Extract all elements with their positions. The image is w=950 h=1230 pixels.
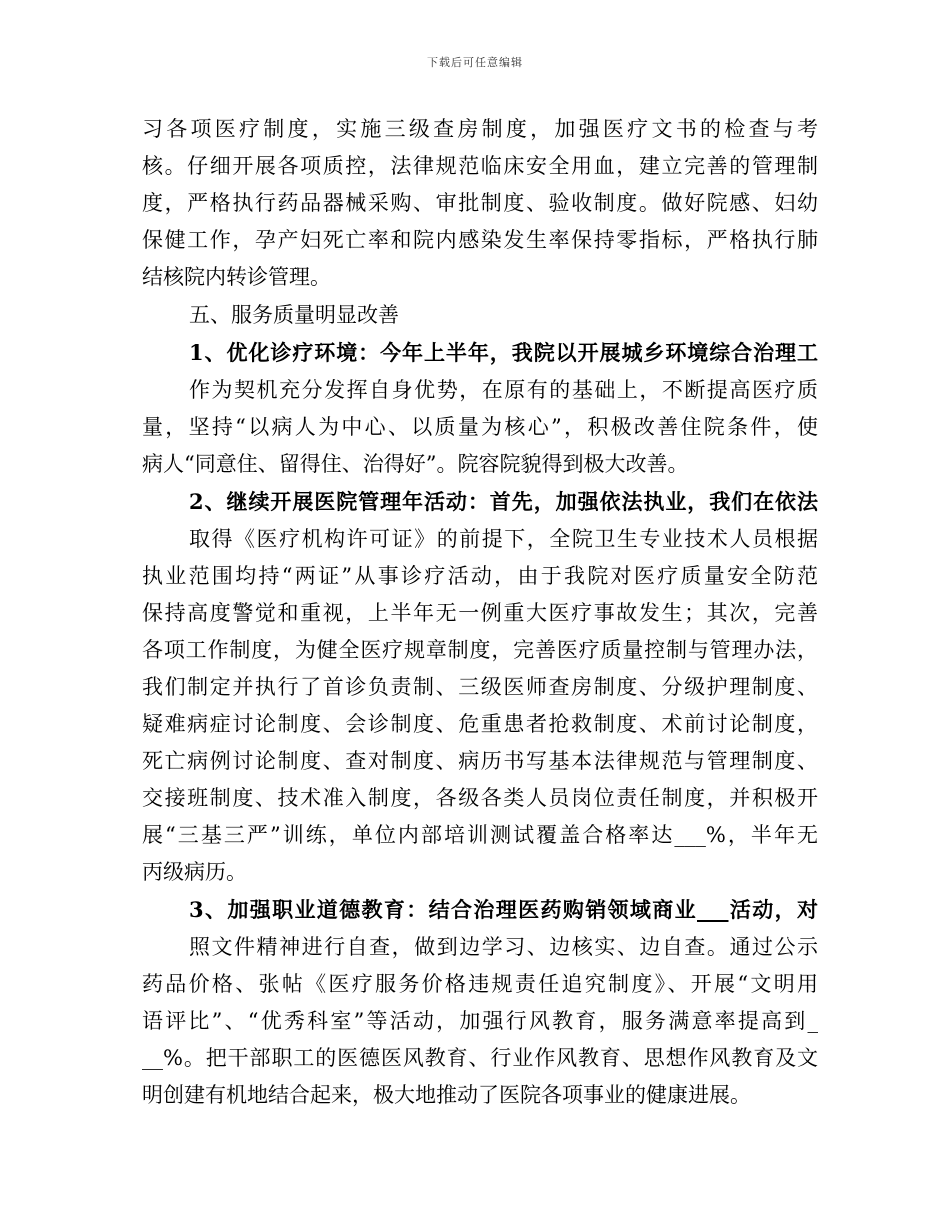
text-line: 取得《医疗机构许可证》的前提下，全院卫生专业技术人员根据 [189, 527, 818, 551]
text-line: 语评比”、“优秀科室”等活动，加强行风教育，服务满意率提高到_ [142, 1009, 818, 1033]
text-line: 明创建有机地结合起来，极大地推动了医院各项事业的健康进展。 [142, 1083, 751, 1107]
text-line: 我们制定并执行了首诊负责制、三级医师查房制度、分级护理制度、 [142, 675, 818, 699]
text-line: 保持高度警觉和重视，上半年无一例重大医疗事故发生；其次，完善 [142, 601, 818, 625]
text-line: 作为契机充分发挥自身优势，在原有的基础上，不断提高医疗质 [189, 378, 818, 402]
text-line: __%。把干部职工的医德医风教育、行业作风教育、思想作风教育及文 [142, 1046, 818, 1070]
text-line: 度，严格执行药品器械采购、审批制度、验收制度。做好院感、妇幼 [142, 191, 818, 215]
text-line: 各项工作制度，为健全医疗规章制度，完善医疗质量控制与管理办法， [142, 638, 818, 662]
text-line: 习各项医疗制度，实施三级查房制度，加强医疗文书的检查与考 [142, 117, 818, 141]
item-heading: 3、加强职业道德教育：结合治理医药购销领域商业___活动，对 [189, 897, 818, 922]
text-line: 保健工作，孕产妇死亡率和院内感染发生率保持零指标，严格执行肺 [142, 228, 818, 252]
text-line: 丙级病历。 [142, 860, 247, 884]
text-line: 核。仔细开展各项质控，法律规范临床安全用血，建立完善的管理制 [142, 154, 818, 178]
paragraph [142, 483, 818, 891]
paragraph [142, 334, 818, 483]
page-header: 下载后可任意编辑 [427, 56, 523, 69]
document-body [142, 111, 818, 1114]
paragraph [142, 111, 818, 296]
item-heading: 2、继续开展医院管理年活动：首先，加强依法执业，我们在依法 [189, 489, 818, 514]
section-heading: 五、服务质量明显改善 [189, 303, 399, 327]
text-line: 照文件精神进行自查，做到边学习、边核实、边自查。通过公示 [189, 935, 818, 959]
text-line: 结核院内转诊管理。 [142, 265, 331, 289]
text-line: 疑难病症讨论制度、会诊制度、危重患者抢救制度、术前讨论制度， [142, 712, 818, 736]
text-line: 病人“同意住、留得住、治得好”。院容院貌得到极大改善。 [142, 452, 689, 476]
item-heading: 1、优化诊疗环境：今年上半年，我院以开展城乡环境综合治理工 [189, 340, 818, 365]
text-line: 执业范围均持“两证”从事诊疗活动，由于我院对医疗质量安全防范 [142, 564, 818, 588]
text-line: 交接班制度、技术准入制度，各级各类人员岗位责任制度，并积极开 [142, 786, 818, 810]
text-line: 量，坚持“以病人为中心、以质量为核心”，积极改善住院条件，使 [142, 415, 818, 439]
paragraph [142, 891, 818, 1114]
text-line: 死亡病例讨论制度、查对制度、病历书写基本法律规范与管理制度、 [142, 749, 818, 773]
text-line: 展“三基三严”训练，单位内部培训测试覆盖合格率达___%，半年无 [142, 823, 818, 847]
text-line: 药品价格、张帖《医疗服务价格违规责任追究制度》、开展“文明用 [142, 972, 818, 996]
